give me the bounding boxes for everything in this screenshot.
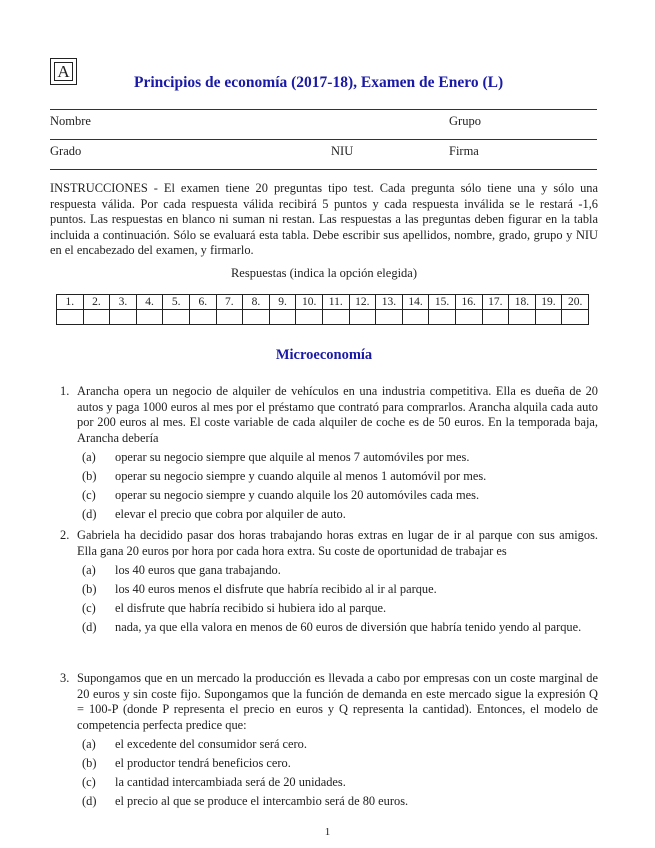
exam-version-box — [50, 58, 77, 85]
answer-column-header: 1. — [57, 295, 84, 310]
option-label: (a) — [82, 450, 96, 465]
option-text: elevar el precio que cobra por alquiler de auto. — [115, 506, 346, 521]
answer-column-header: 19. — [535, 295, 562, 310]
option-text: nada, ya que ella valora en menos de 60 euros de diversión que habría tenido yendo al parque. — [115, 619, 582, 634]
option-a — [60, 563, 598, 578]
answer-column-header: 11. — [322, 295, 349, 310]
instructions-paragraph: INSTRUCCIONES - El examen tiene 20 preguntas tipo test. Cada pregunta sólo tiene una y sólo una respuesta válida. Por cada respuesta válida recibirá 5 puntos y cada respuesta inválida se le restará -1,6 puntos. Las respuestas en blanco ni suman ni restan. Las respuestas a las preguntas deben figurar en la tabla incluida a continuación. Sólo se evaluará esta tabla. Debe escribir sus apellidos, nombre, grado, grupo y NIU en el encabezado del examen, y firmarlo. — [50, 181, 598, 258]
option-d — [60, 507, 598, 522]
answer-cell[interactable] — [83, 310, 110, 325]
option-label: (d) — [82, 506, 97, 521]
answer-column-header: 20. — [562, 295, 589, 310]
answer-column-header: 13. — [376, 295, 403, 310]
option-c — [60, 488, 598, 503]
option-label: (c) — [82, 774, 96, 789]
option-label: (b) — [82, 581, 97, 596]
option-c — [60, 601, 598, 616]
answer-cell[interactable] — [455, 310, 482, 325]
answer-cell[interactable] — [562, 310, 589, 325]
header-rule-bottom — [50, 169, 597, 170]
question-text: Gabriela ha decidido pasar dos horas trabajando horas extras en lugar de ir al parque con sus amigos. Ella gana 20 euros por hora por cada hora extra. Su coste de oportunidad de trabajar es — [77, 528, 598, 558]
option-text: el precio al que se produce el intercambio será de 80 euros. — [115, 793, 409, 808]
field-grado: Grado — [50, 144, 82, 158]
answer-cell[interactable] — [482, 310, 509, 325]
option-d — [60, 620, 598, 635]
option-text: el productor tendrá beneficios cero. — [115, 756, 291, 771]
answer-cell[interactable] — [509, 310, 536, 325]
page-number: 1 — [324, 826, 331, 838]
question-1 — [60, 384, 598, 526]
answer-cell[interactable] — [402, 310, 429, 325]
field-firma: Firma — [449, 144, 479, 158]
option-label: (d) — [82, 793, 97, 808]
answer-cell[interactable] — [269, 310, 296, 325]
answer-column-header: 12. — [349, 295, 376, 310]
option-text: operar su negocio siempre y cuando alquile al menos 1 automóvil por mes. — [115, 469, 487, 484]
option-text: los 40 euros menos el disfrute que habría recibido al ir al parque. — [115, 581, 437, 596]
answers-input-row — [57, 310, 589, 325]
answer-column-header: 2. — [83, 295, 110, 310]
question-options — [60, 737, 598, 809]
answers-caption: Respuestas (indica la opción elegida) — [230, 266, 418, 280]
exam-title: Principios de economía (2017-18), Examen de Enero (L) — [134, 74, 504, 91]
question-number: 3. — [60, 671, 70, 685]
question-number: 1. — [60, 384, 70, 398]
answer-cell[interactable] — [535, 310, 562, 325]
answer-column-header: 7. — [216, 295, 243, 310]
answer-column-header: 16. — [455, 295, 482, 310]
option-label: (d) — [82, 619, 97, 634]
answer-column-header: 5. — [163, 295, 190, 310]
field-niu: NIU — [331, 144, 354, 158]
answer-cell[interactable] — [296, 310, 323, 325]
answer-cell[interactable] — [110, 310, 137, 325]
option-label: (b) — [82, 756, 97, 771]
option-d — [60, 794, 598, 809]
question-options — [60, 563, 598, 635]
option-a — [60, 737, 598, 752]
option-b — [60, 756, 598, 771]
answer-column-header: 8. — [243, 295, 270, 310]
exam-version-label: A — [54, 62, 73, 81]
answer-column-header: 18. — [509, 295, 536, 310]
section-title: Microeconomía — [275, 347, 373, 363]
answer-cell[interactable] — [216, 310, 243, 325]
field-nombre: Nombre — [50, 114, 91, 128]
answer-column-header: 9. — [269, 295, 296, 310]
option-label: (c) — [82, 600, 96, 615]
answer-cell[interactable] — [376, 310, 403, 325]
option-text: la cantidad intercambiada será de 20 unidades. — [115, 774, 346, 789]
answer-cell[interactable] — [136, 310, 163, 325]
answer-cell[interactable] — [429, 310, 456, 325]
option-a — [60, 450, 598, 465]
answer-cell[interactable] — [243, 310, 270, 325]
answer-column-header: 4. — [136, 295, 163, 310]
answer-column-header: 14. — [402, 295, 429, 310]
question-3 — [60, 671, 598, 813]
option-label: (a) — [82, 737, 96, 752]
option-text: operar su negocio siempre que alquile al menos 7 automóviles por mes. — [115, 450, 470, 465]
option-c — [60, 775, 598, 790]
header-rule-middle — [50, 139, 597, 140]
answer-cell[interactable] — [189, 310, 216, 325]
question-text: Arancha opera un negocio de alquiler de vehículos en una industria competitiva. Ella es dueña de 20 autos y paga 1000 euros al mes por el préstamo que contrató para comprarlos. Arancha alquila cada auto por 200 euros al mes. El coste variable de cada alquiler de coche es de 50 euros. En la temporada baja, Arancha debería — [77, 384, 598, 445]
option-text: el excedente del consumidor será cero. — [115, 737, 307, 752]
answer-cell[interactable] — [163, 310, 190, 325]
answers-table — [56, 294, 589, 325]
answer-column-header: 6. — [189, 295, 216, 310]
question-text: Supongamos que en un mercado la producción es llevada a cabo por empresas con un coste marginal de 20 euros y sin coste fijo. Supongamos que la función de demanda en este mercado sigue la expresión Q = 100-P (donde P representa el precio en euros y Q representa la cantidad). Entonces, el modelo de competencia perfecta predice que: — [77, 671, 598, 732]
answer-column-header: 17. — [482, 295, 509, 310]
question-2 — [60, 528, 598, 638]
option-label: (c) — [82, 487, 96, 502]
option-b — [60, 469, 598, 484]
answer-column-header: 15. — [429, 295, 456, 310]
question-number: 2. — [60, 528, 70, 542]
option-label: (b) — [82, 469, 97, 484]
option-text: los 40 euros que gana trabajando. — [115, 563, 281, 578]
answer-column-header: 10. — [296, 295, 323, 310]
option-b — [60, 582, 598, 597]
question-options — [60, 450, 598, 522]
option-text: el disfrute que habría recibido si hubiera ido al parque. — [115, 600, 387, 615]
field-grupo: Grupo — [449, 114, 481, 128]
header-rule-top — [50, 109, 597, 110]
answer-column-header: 3. — [110, 295, 137, 310]
answer-cell[interactable] — [57, 310, 84, 325]
answer-cell[interactable] — [349, 310, 376, 325]
option-text: operar su negocio siempre y cuando alquile los 20 automóviles cada mes. — [115, 487, 480, 502]
answers-header-row — [57, 295, 589, 310]
option-label: (a) — [82, 563, 96, 578]
answer-cell[interactable] — [322, 310, 349, 325]
